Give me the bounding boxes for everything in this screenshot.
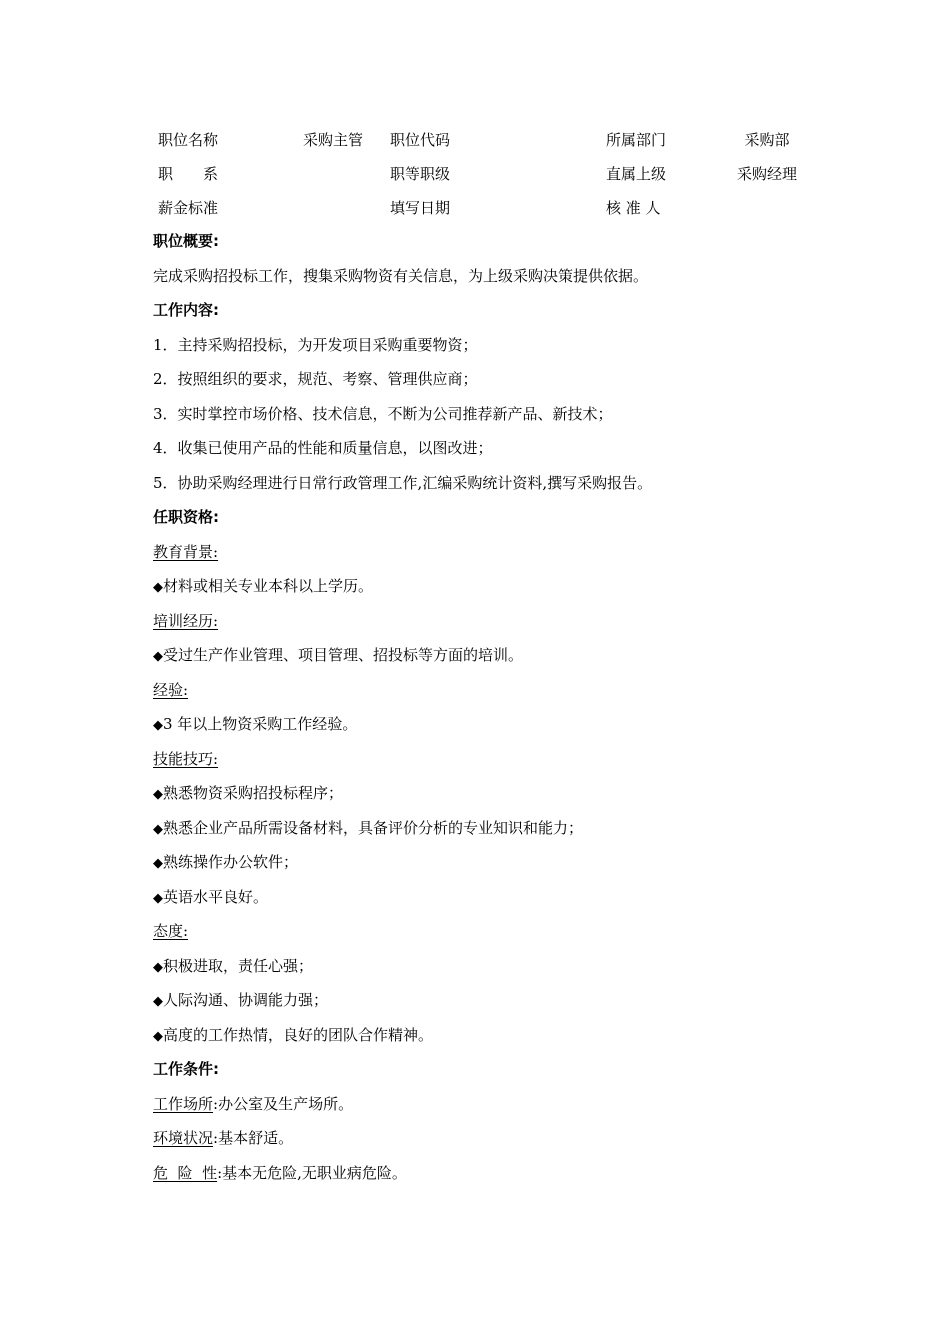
training-label: 培训经历: <box>153 611 219 630</box>
position-info-table <box>150 122 810 224</box>
duties-heading: 工作内容: <box>153 301 219 319</box>
list-item: 2．按照组织的要求，规范、考察、管理供应商； <box>153 370 478 388</box>
environment-label: 环境状况 <box>153 1129 214 1147</box>
salary-value <box>276 190 390 224</box>
list-item <box>153 949 793 984</box>
skills-label-line <box>153 742 793 777</box>
training-item: 受过生产作业管理、项目管理、招投标等方面的培训。 <box>163 646 524 664</box>
attitude-item: 人际沟通、协调能力强； <box>163 991 329 1009</box>
list-item <box>153 983 793 1018</box>
qualifications-heading: 任职资格: <box>153 508 219 526</box>
summary-text: 完成采购招投标工作，搜集采购物资有关信息，为上级采购决策提供依据。 <box>153 266 649 285</box>
attitude-item: 积极进取，责任心强； <box>163 956 314 975</box>
table-row <box>150 156 810 190</box>
skills-item: 英语水平良好。 <box>163 887 269 906</box>
diamond-bullet-icon: ◆ <box>153 718 163 733</box>
department-label: 所属部门 <box>606 130 667 149</box>
environment-value: :基本舒适。 <box>213 1129 294 1147</box>
education-label-line <box>153 535 793 570</box>
skills-item: 熟悉企业产品所需设备材料，具备评价分析的专业知识和能力； <box>163 818 584 837</box>
attitude-label-line <box>153 914 793 949</box>
list-item <box>153 1018 793 1053</box>
education-item: 材料或相关专业本科以上学历。 <box>163 577 374 595</box>
hazard-value: :基本无危险,无职业病危险。 <box>217 1163 407 1182</box>
diamond-bullet-icon: ◆ <box>153 959 163 975</box>
list-item: 4．收集已使用产品的性能和质量信息，以图改进； <box>153 439 493 457</box>
supervisor-value: 采购经理 <box>736 164 797 183</box>
list-item <box>153 638 793 673</box>
experience-item: 3 年以上物资采购工作经验。 <box>163 715 358 733</box>
training-label-line <box>153 604 793 639</box>
grade-label: 职等职级 <box>390 164 451 183</box>
salary-label: 薪金标准 <box>158 198 219 217</box>
diamond-bullet-icon: ◆ <box>153 1028 163 1044</box>
environment-line <box>153 1121 793 1156</box>
skills-item: 熟悉物资采购招投标程序； <box>163 784 344 802</box>
position-name-label: 职位名称 <box>158 130 219 149</box>
diamond-bullet-icon: ◆ <box>153 994 163 1009</box>
list-item <box>153 880 793 915</box>
department-value: 采购部 <box>744 130 790 149</box>
table-row <box>150 190 810 224</box>
document-body <box>153 224 793 1190</box>
fill-date-label: 填写日期 <box>390 198 451 217</box>
diamond-bullet-icon: ◆ <box>153 580 163 595</box>
list-item <box>153 845 793 880</box>
job-family-label: 职 系 <box>158 164 219 183</box>
list-item: 1．主持采购招投标，为开发项目采购重要物资； <box>153 335 478 354</box>
summary-heading: 职位概要: <box>153 232 219 250</box>
list-item <box>153 776 793 811</box>
position-code-label: 职位代码 <box>390 130 451 149</box>
skills-item: 熟练操作办公软件； <box>163 853 299 871</box>
workplace-line <box>153 1087 793 1122</box>
diamond-bullet-icon: ◆ <box>153 649 163 664</box>
hazard-label: 危 险 性 <box>153 1163 218 1182</box>
list-item <box>153 707 793 742</box>
list-item <box>153 811 793 846</box>
approver-label: 核 准 人 <box>606 198 661 217</box>
education-label: 教育背景: <box>153 542 219 561</box>
table-row <box>150 122 810 156</box>
attitude-label: 态度: <box>153 922 189 940</box>
supervisor-label: 直属上级 <box>606 164 667 183</box>
experience-label-line <box>153 673 793 708</box>
list-item: 3．实时掌控市场价格、技术信息，不断为公司推荐新产品、新技术； <box>153 404 613 423</box>
diamond-bullet-icon: ◆ <box>153 821 163 837</box>
diamond-bullet-icon: ◆ <box>153 890 163 906</box>
job-family-value <box>276 156 390 190</box>
workplace-label: 工作场所 <box>153 1094 214 1113</box>
diamond-bullet-icon: ◆ <box>153 856 163 871</box>
hazard-line <box>153 1156 793 1191</box>
position-name-value: 采购主管 <box>302 130 363 149</box>
list-item <box>153 569 793 604</box>
approver-value <box>724 190 810 224</box>
skills-label: 技能技巧: <box>153 749 219 768</box>
attitude-item: 高度的工作热情，良好的团队合作精神。 <box>163 1025 434 1044</box>
workplace-value: :办公室及生产场所。 <box>213 1094 354 1113</box>
experience-label: 经验: <box>153 680 189 699</box>
diamond-bullet-icon: ◆ <box>153 787 163 802</box>
list-item: 5．协助采购经理进行日常行政管理工作,汇编采购统计资料,撰写采购报告。 <box>153 473 653 492</box>
conditions-heading: 工作条件: <box>153 1060 219 1078</box>
